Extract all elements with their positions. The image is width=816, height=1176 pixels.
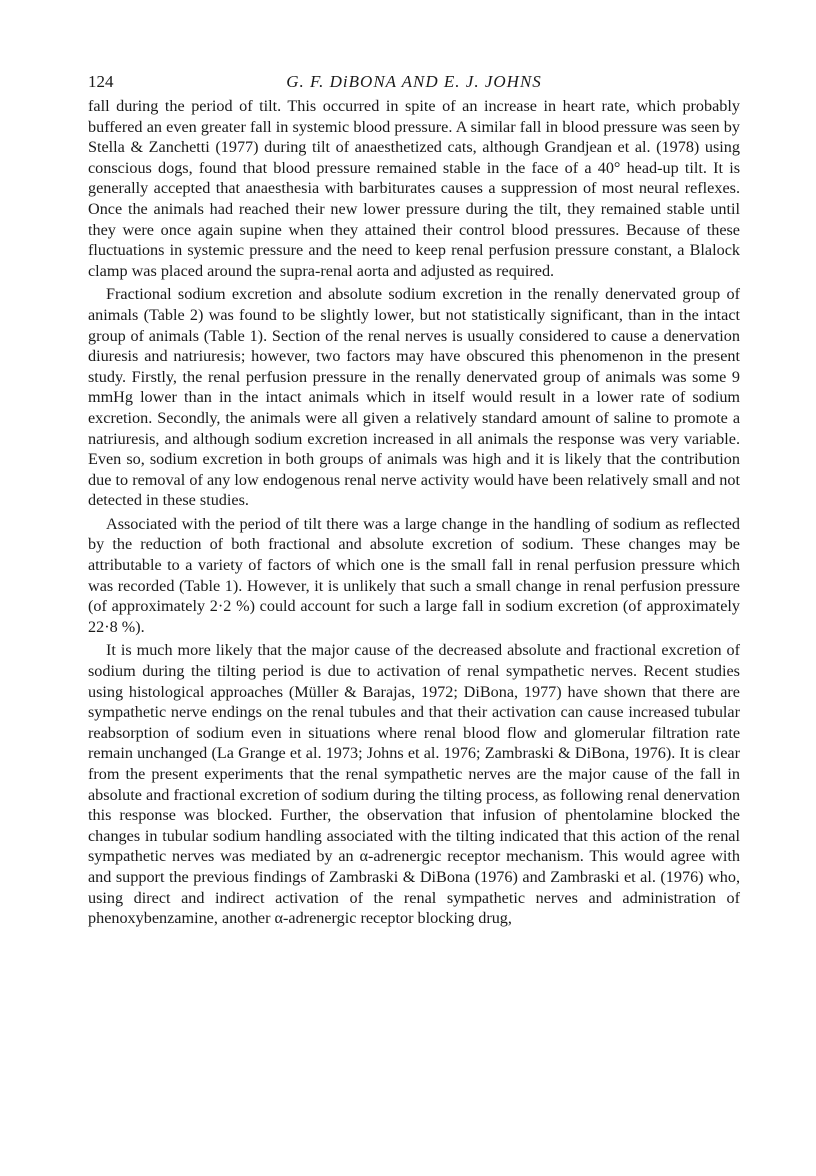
page-number: 124 xyxy=(88,72,114,91)
paragraph-continued: fall during the period of tilt. This occurred in spite of an increase in heart rate, which probably buffered an even greater fall in systemic blood pressure. A similar fall in blood pressure was seen by Stella & Zanchetti (1977) during tilt of anaesthetized cats, although Grandjean et al. (1978) using conscious dogs, found that blood pressure remained stable in the face of a 40° head-up tilt. It is generally accepted that anaesthesia with barbiturates causes a suppression of most neural reflexes. Once the animals had reached their new lower pressure during the tilt, they remained stable until they were once again supine when they attained their control blood pressures. Because of these fluctuations in systemic pressure and the need to keep renal perfusion pressure constant, a Blalock clamp was placed around the supra-renal aorta and adjusted as required. xyxy=(88,97,740,280)
body-text xyxy=(88,96,740,929)
page-header xyxy=(88,68,740,96)
page xyxy=(88,68,740,929)
running-head: G. F. DiBONA AND E. J. JOHNS xyxy=(286,72,542,91)
paragraph-sympathetic-nerves: It is much more likely that the major cause of the decreased absolute and fractional excretion of sodium during the tilting period is due to activation of renal sympathetic nerves. Recent studies using histological approaches (Müller & Barajas, 1972; DiBona, 1977) have shown that there are sympathetic nerve endings on the renal tubules and that their activation can cause increased tubular reabsorption of sodium even in situations where renal blood flow and glomerular filtration rate remain unchanged (La Grange et al. 1973; Johns et al. 1976; Zambraski & DiBona, 1976). It is clear from the present experiments that the renal sympathetic nerves are the major cause of the fall in absolute and fractional excretion of sodium during the tilting process, as following renal denervation this response was blocked. Further, the observation that infusion of phentolamine blocked the changes in tubular sodium handling associated with the tilting indicated that this action of the renal sympathetic nerves was mediated by an α-adrenergic receptor mechanism. This would agree with and support the previous findings of Zambraski & DiBona (1976) and Zambraski et al. (1976) who, using direct and indirect activation of the renal sympathetic nerves and administration of phenoxybenzamine, another α-adrenergic receptor blocking drug, xyxy=(88,641,740,928)
paragraph-tilt-sodium: Associated with the period of tilt there was a large change in the handling of sodium as reflected by the reduction of both fractional and absolute excretion of sodium. These changes may be attributable to a variety of factors of which one is the small fall in renal perfusion pressure which was recorded (Table 1). However, it is unlikely that such a small change in renal perfusion pressure (of approximately 2·2 %) could account for such a large fall in sodium excretion (of approximately 22·8 %). xyxy=(88,514,740,636)
paragraph-denervation: Fractional sodium excretion and absolute sodium excretion in the renally denervated group of animals (Table 2) was found to be slightly lower, but not statistically significant, than in the intact group of animals (Table 1). Section of the renal nerves is usually considered to cause a denervation diuresis and natriuresis; however, two factors may have obscured this phenomenon in the present study. Firstly, the renal perfusion pressure in the renally denervated group of animals was some 9 mmHg lower than in the intact animals which in itself would result in a lower rate of sodium excretion. Secondly, the animals were all given a relatively standard amount of saline to promote a natriuresis, and although sodium excretion increased in all animals the response was very variable. Even so, sodium excretion in both groups of animals was high and it is likely that the contribution due to removal of any low endogenous renal nerve activity would have been relatively small and not detected in these studies. xyxy=(88,285,740,510)
